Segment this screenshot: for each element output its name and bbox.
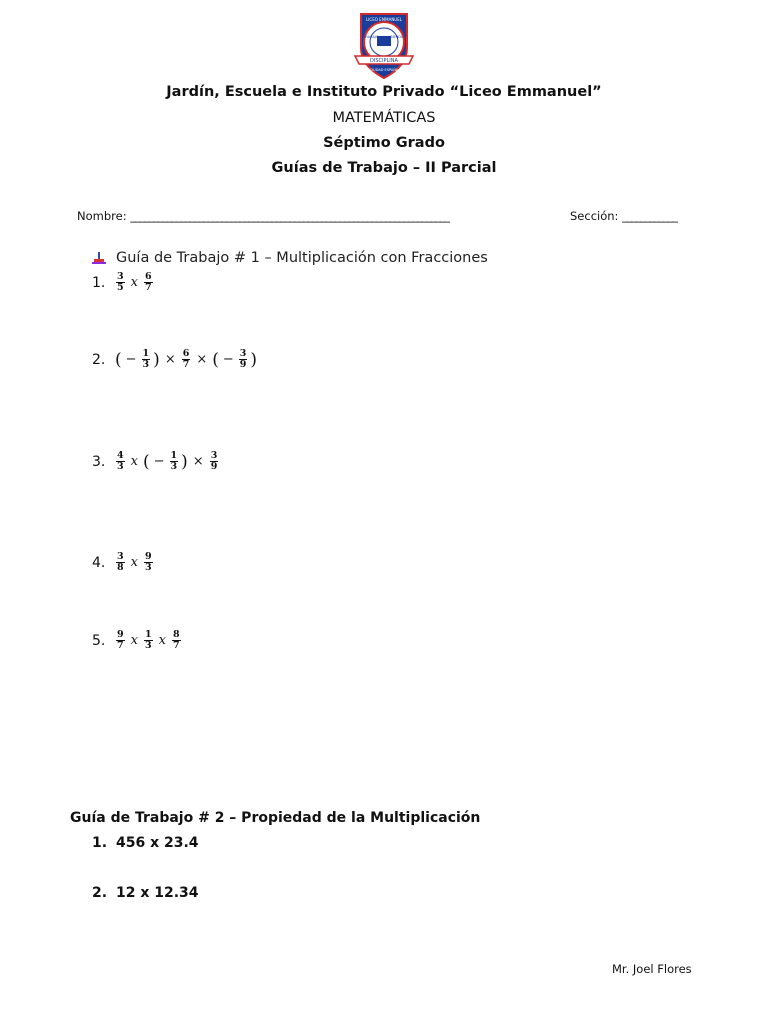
problem-number: 1. <box>92 274 106 291</box>
operator: − <box>222 352 234 367</box>
logo-top-text: LICEO EMMANUEL <box>366 17 402 22</box>
problem-number: 2. <box>92 885 108 901</box>
school-name: Jardín, Escuela e Instituto Privado “Liceo Emmanuel” <box>166 84 602 100</box>
name-field[interactable] <box>77 209 449 223</box>
logo-right-text: SIENDO <box>390 35 404 39</box>
fraction: $\frac{6}{7}$ <box>182 348 190 370</box>
operator: x <box>130 275 138 290</box>
guide2-item-1 <box>92 835 199 851</box>
operator: x <box>130 555 138 570</box>
paren: ( <box>142 451 150 472</box>
guide-title: Guías de Trabajo – II Parcial <box>271 160 497 176</box>
section-line: ____________ <box>622 209 677 223</box>
logo-banner: DISCIPLINA <box>370 58 398 64</box>
problem-number: 3. <box>92 453 106 470</box>
fraction: $\frac{6}{7}$ <box>144 271 152 293</box>
guide2-title: Guía de Trabajo # 2 – Propiedad de la Multiplicación <box>70 810 481 826</box>
bullet-icon <box>92 251 106 265</box>
problem-1 <box>92 272 155 293</box>
logo-bottom-text: CIUDAD ESPAÑA <box>369 68 399 72</box>
problem-number: 4. <box>92 554 106 571</box>
operator: × <box>192 454 204 469</box>
fraction: $\frac{9}{7}$ <box>117 629 124 651</box>
operator: − <box>153 454 165 469</box>
problem-4 <box>92 552 155 573</box>
operator: × <box>164 352 176 367</box>
section-label: Sección: <box>570 209 619 223</box>
operator: x <box>130 454 138 469</box>
fraction: $\frac{1}{3}$ <box>170 450 178 472</box>
paren: ( <box>212 349 219 370</box>
fraction: $\frac{4}{3}$ <box>117 450 124 472</box>
fraction: $\frac{3}{9}$ <box>239 348 247 370</box>
school-logo <box>347 8 421 82</box>
fraction: $\frac{3}{5}$ <box>117 271 124 293</box>
operator: × <box>196 352 208 367</box>
problem-number: 5. <box>92 632 106 649</box>
paren: ) <box>181 451 188 472</box>
guide2-item-2 <box>92 885 199 901</box>
operator: − <box>125 352 137 367</box>
problem-text: 456 x 23.4 <box>116 835 199 851</box>
logo-left-text: TRABAJO <box>363 35 379 39</box>
problem-5 <box>92 630 183 651</box>
paren: ( <box>115 349 122 370</box>
paren: ) <box>250 349 258 370</box>
name-label: Nombre: <box>77 209 127 223</box>
operator: x <box>130 633 138 648</box>
subject-title: MATEMÁTICAS <box>332 110 436 126</box>
section-field[interactable] <box>570 209 677 223</box>
problem-number: 1. <box>92 835 108 851</box>
guide1-title: Guía de Trabajo # 1 – Multiplicación con Fracciones <box>116 250 488 266</box>
problem-2 <box>92 349 258 370</box>
author-name: Mr. Joel Flores <box>612 962 692 976</box>
fraction: $\frac{1}{3}$ <box>144 629 152 651</box>
fraction: $\frac{8}{7}$ <box>172 629 180 651</box>
fraction: $\frac{3}{8}$ <box>117 551 124 573</box>
name-line: ______________________________________________________________________ <box>130 209 449 223</box>
problem-number: 2. <box>92 351 106 368</box>
problem-text: 12 x 12.34 <box>116 885 199 901</box>
fraction: $\frac{1}{3}$ <box>142 348 150 370</box>
grade-title: Séptimo Grado <box>323 135 445 151</box>
fraction: $\frac{3}{9}$ <box>210 450 218 472</box>
paren: ) <box>153 349 160 370</box>
operator: x <box>158 633 166 648</box>
guide1-heading <box>92 250 488 266</box>
problem-3 <box>92 451 220 472</box>
fraction: $\frac{9}{3}$ <box>144 551 152 573</box>
